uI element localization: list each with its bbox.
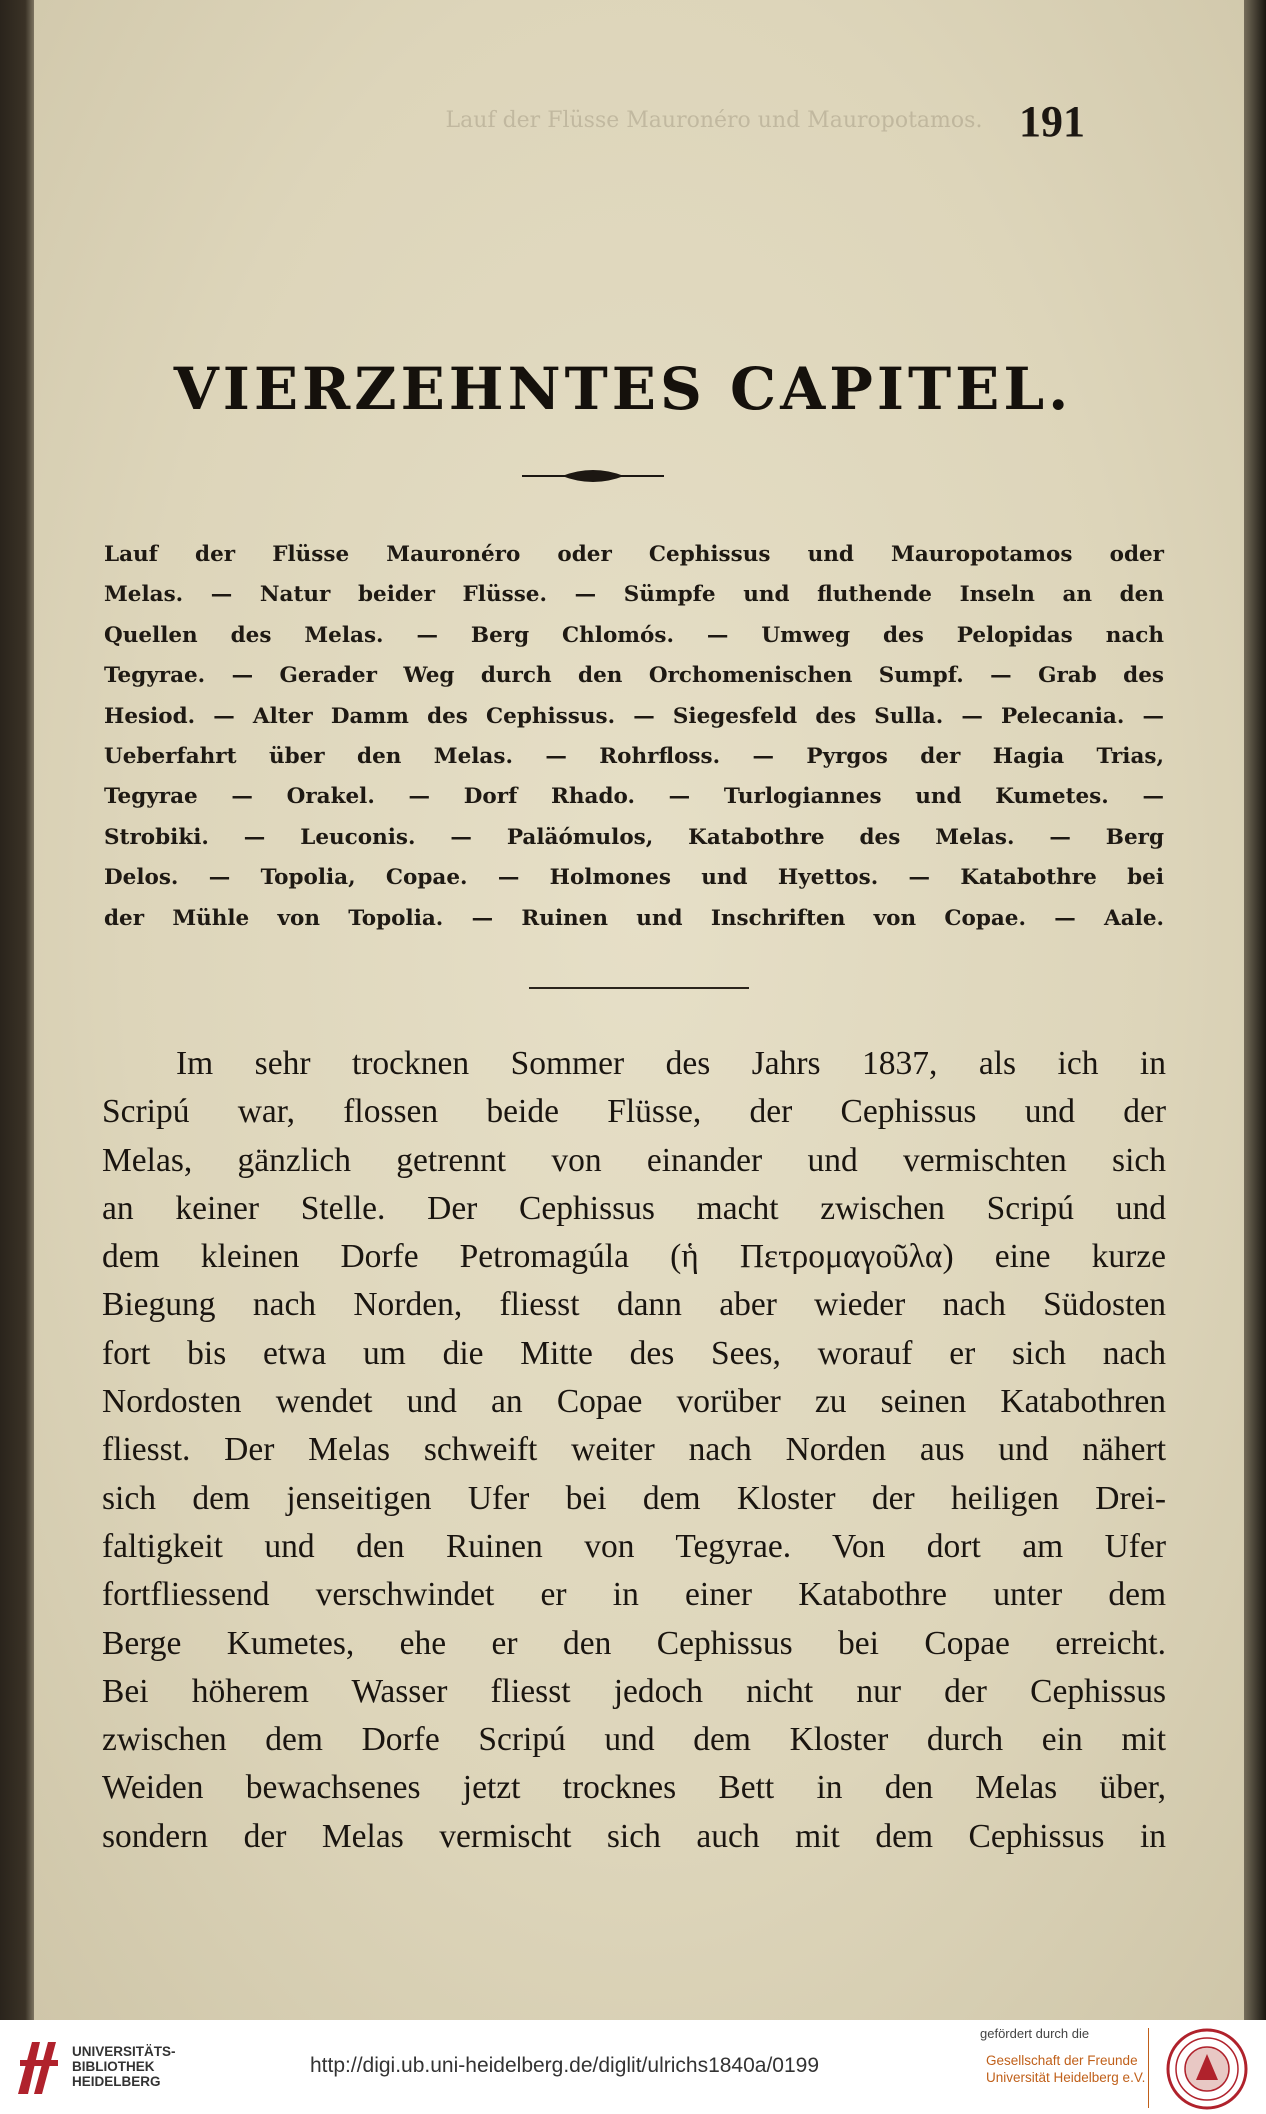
body-line: Im sehr trocknen Sommer des Jahrs 1837, als ich in xyxy=(176,1045,1166,1082)
page-number: 191 xyxy=(1019,97,1085,146)
body-line: zwischen dem Dorfe Scripú und dem Kloster durch ein mit xyxy=(102,1721,1166,1759)
summary-line: Quellen des Melas. — Berg Chlomós. — Umweg des Pelopidas nach xyxy=(104,622,1164,648)
summary-line: der Mühle von Topolia. — Ruinen und Inschriften von Copae. — Aale. xyxy=(104,905,1164,931)
running-head: Lauf der Flüsse Mauronéro und Mauropotamos. xyxy=(445,108,983,133)
summary-line: Ueberfahrt über den Melas. — Rohrfloss. — Pyrgos der Hagia Trias, xyxy=(104,744,1164,770)
sponsor-name[interactable]: Gesellschaft der Freunde Universität Heidelberg e.V. xyxy=(986,2053,1146,2085)
chapter-summary xyxy=(104,535,1164,939)
body-line: dem kleinen Dorfe Petromagúla (ἡ Πετρομαγοῦλα) eine kurze xyxy=(102,1238,1166,1276)
body-line: faltigkeit und den Ruinen von Tegyrae. Von dort am Ufer xyxy=(102,1527,1166,1565)
library-name: UNIVERSITÄTS- BIBLIOTHEK HEIDELBERG xyxy=(72,2044,176,2089)
body-line: an keiner Stelle. Der Cephissus macht zwischen Scripú und xyxy=(102,1189,1166,1227)
summary-line: Strobiki. — Leuconis. — Paläómulos, Katabothre des Melas. — Berg xyxy=(104,824,1164,850)
summary-line: Delos. — Topolia, Copae. — Holmones und Hyettos. — Katabothre bei xyxy=(104,865,1164,891)
summary-line: Tegyrae. — Gerader Weg durch den Orchomenischen Sumpf. — Grab des xyxy=(104,663,1164,689)
body-line: Nordosten wendet und an Copae vorüber zu seinen Katabothren xyxy=(102,1383,1166,1421)
sponsor-label: gefördert durch die xyxy=(980,2026,1090,2041)
body-text xyxy=(102,1040,1166,1861)
section-rule xyxy=(529,987,749,989)
body-line: Scripú war, flossen beide Flüsse, der Cephissus und der xyxy=(102,1093,1166,1131)
ub-heidelberg-logo-icon[interactable] xyxy=(12,2034,66,2100)
body-line: Biegung nach Norden, fliesst dann aber wieder nach Südosten xyxy=(102,1286,1166,1324)
body-line: fliesst. Der Melas schweift weiter nach Norden aus und nähert xyxy=(102,1431,1166,1469)
summary-line: Hesiod. — Alter Damm des Cephissus. — Siegesfeld des Sulla. — Pelecania. — xyxy=(104,703,1164,729)
permalink-url[interactable]: http://digi.ub.uni-heidelberg.de/diglit/ulrichs1840a/0199 xyxy=(310,2054,820,2077)
viewer-footer xyxy=(0,2020,1266,2114)
chapter-title: VIERZEHNTES CAPITEL. xyxy=(173,355,1073,423)
body-line: fortfliessend verschwindet er in einer Katabothre unter dem xyxy=(102,1576,1166,1614)
body-line: fort bis etwa um die Mitte des Sees, worauf er sich nach xyxy=(102,1334,1166,1372)
summary-line: Tegyrae — Orakel. — Dorf Rhado. — Turlogiannes und Kumetes. — xyxy=(104,784,1164,810)
summary-line: Melas. — Natur beider Flüsse. — Sümpfe und fluthende Inseln an den xyxy=(104,582,1164,608)
sponsor-divider xyxy=(1148,2028,1149,2108)
body-line: sondern der Melas vermischt sich auch mit dem Cephissus in xyxy=(102,1817,1166,1855)
body-line: Weiden bewachsenes jetzt trocknes Bett in den Melas über, xyxy=(102,1769,1166,1807)
book-page xyxy=(34,0,1244,2020)
ornament-divider-icon xyxy=(522,462,664,490)
body-line: sich dem jenseitigen Ufer bei dem Kloster der heiligen Drei- xyxy=(102,1479,1166,1517)
university-seal-icon xyxy=(1166,2028,1248,2110)
body-line: Berge Kumetes, ehe er den Cephissus bei Copae erreicht. xyxy=(102,1624,1166,1662)
body-line: Bei höherem Wasser fliesst jedoch nicht nur der Cephissus xyxy=(102,1672,1166,1710)
summary-line: Lauf der Flüsse Mauronéro oder Cephissus und Mauropotamos oder xyxy=(104,542,1164,567)
body-line: Melas, gänzlich getrennt von einander und vermischten sich xyxy=(102,1141,1166,1179)
